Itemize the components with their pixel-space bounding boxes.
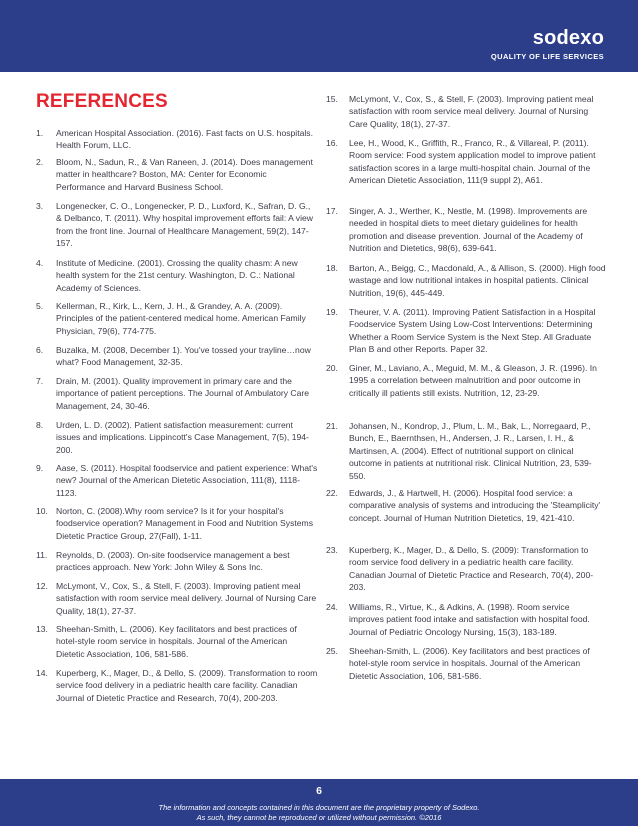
reference-number: 14. <box>36 668 48 678</box>
page-title: REFERENCES <box>36 91 168 112</box>
reference-item <box>36 505 318 542</box>
reference-number: 16. <box>326 138 338 148</box>
page-number: 6 <box>316 785 322 797</box>
reference-text: Kuperberg, K., Mager, D., & Dello, S. (2009): Transformation to room service food delivery in a pediatric health care facility. Canadian Journal of Dietetic Practice and Research, 70(4), 200-203. <box>349 545 594 593</box>
reference-text: Norton, C. (2008).Why room service? Is it for your hospital's foodservice operation? Management in Food and Nutrition Systems Dietetic Practice Group, 27(Fall), 1-11. <box>56 506 313 541</box>
reference-number: 3. <box>36 201 44 211</box>
reference-number: 21. <box>326 421 338 431</box>
reference-number: 24. <box>326 602 338 612</box>
reference-text: American Hospital Association. (2016). Fast facts on U.S. hospitals. Health Forum, LLC. <box>56 128 313 151</box>
reference-text: Kellerman, R., Kirk, L., Kern, J. H., & Grandey, A. A. (2009). Principles of the patient-centered medical home. American Family Physician, 79(6), 774-775. <box>56 301 306 336</box>
reference-text: Johansen, N., Kondrop, J., Plum, L. M., Bak, L., Norregaard, P., Bunch, E., Baernthsen, H., Andersen, J. R., Larsen, I. H., & Martinsen, A. (2004). Effect of nutritional support on clinical outcome in patients at nutritional risk. Clinical Nutrition, 23, 539-550. <box>349 421 592 481</box>
reference-item <box>326 544 606 594</box>
reference-number: 18. <box>326 263 338 273</box>
reference-text: Giner, M., Laviano, A., Meguid, M. M., & Gleason, J. R. (1996). In 1995 a correlation between malnutrition and poor outcome in critically ill patients still exists. Nutrition, 12, 23-29. <box>349 363 597 398</box>
reference-number: 10. <box>36 506 48 516</box>
reference-number: 4. <box>36 258 44 268</box>
reference-number: 12. <box>36 581 48 591</box>
reference-text: Bloom, N., Sadun, R., & Van Raneen, J. (2014). Does management matter in healthcare? Boston, MA: Center for Economic Performance and Harvard Business School. <box>56 157 313 192</box>
reference-item <box>326 93 606 130</box>
reference-text: McLymont, V., Cox, S., & Stell, F. (2003). Improving patient meal satisfaction with room service meal delivery. Journal of Nursing Care Quality, 18(1), 27-37. <box>349 94 594 129</box>
reference-text: Singer, A. J., Werther, K., Nestle, M. (1998). Improvements are needed in hospital diets to meet dietary guidelines for health promotion and disease prevention. Journal of the Academy of Nutrition and Dietetics, 98(6), 639-641. <box>349 206 588 254</box>
reference-text: Urden, L. D. (2002). Patient satisfaction measurement: current issues and implications. Lippincott's Case Management, 7(5), 194-200. <box>56 420 309 455</box>
reference-number: 6. <box>36 345 44 355</box>
reference-text: Institute of Medicine. (2001). Crossing the quality chasm: A new health system for the 21st century. Washington, D. C.: National Academy of Sciences. <box>56 258 298 293</box>
reference-text: McLymont, V., Cox, S., & Stell, F. (2003). Improving patient meal satisfaction with room service meal delivery. Journal of Nursing Care Quality, 18(1), 27-37. <box>56 581 317 616</box>
reference-text: Sheehan-Smith, L. (2006). Key facilitators and best practices of hotel-style room service in hospitals. Journal of the American Dietetic Association, 106, 581-586. <box>56 624 297 659</box>
reference-text: Longenecker, C. O., Longenecker, P. D., Luxford, K., Safran, D. G., & Delbanco, T. (2011). Why hospital improvement efforts fail: A view from the front line. Journal of Healthcare Management, 59(2), 147-157. <box>56 201 313 249</box>
reference-text: Theurer, V. A. (2011). Improving Patient Satisfaction in a Hospital Foodservice System Using Low-Cost Interventions: Determining Whether a Room Service System is the Next Step. All Graduate Plan B and other Reports. Paper 32. <box>349 307 596 355</box>
reference-item <box>326 137 606 187</box>
reference-item <box>36 623 318 660</box>
reference-text: Reynolds, D. (2003). On-site foodservice management a best practices approach. New York: John Wiley & Sons Inc. <box>56 550 290 573</box>
footer-disclaimer-line2: As such, they cannot be reproduced or utilized without permission. ©2016 <box>196 813 442 822</box>
reference-number: 17. <box>326 206 338 216</box>
reference-number: 13. <box>36 624 48 634</box>
reference-number: 9. <box>36 463 44 473</box>
reference-item <box>36 200 318 250</box>
reference-text: Lee, H., Wood, K., Griffith, R., Franco, R., & Villareal, P. (2011). Room service: Food system application model to improve patient satisfaction scores in a large multi-hospital chain. Journal of the American Dietetic Association, 111(9 suppl 2), A61. <box>349 138 596 186</box>
brand-name: sodexo <box>532 27 604 49</box>
reference-item <box>326 306 606 356</box>
reference-item <box>36 375 318 412</box>
reference-number: 1. <box>36 128 44 138</box>
reference-item <box>326 262 606 299</box>
reference-number: 7. <box>36 376 44 386</box>
reference-text: Drain, M. (2001). Quality improvement in primary care and the importance of patient perceptions. The Journal of Ambulatory Care Management, 24, 30-46. <box>56 376 310 411</box>
reference-item <box>36 300 318 337</box>
reference-item <box>36 580 318 617</box>
reference-number: 20. <box>326 363 338 373</box>
reference-number: 25. <box>326 646 338 656</box>
reference-item <box>36 667 318 704</box>
reference-number: 8. <box>36 420 44 430</box>
reference-number: 19. <box>326 307 338 317</box>
footer-disclaimer-line1: The information and concepts contained in this document are the proprietary property of Sodexo. <box>158 803 480 812</box>
reference-item <box>36 419 318 456</box>
reference-item <box>326 601 606 638</box>
brand-tagline: QUALITY OF LIFE SERVICES <box>490 52 604 61</box>
reference-item <box>36 156 318 193</box>
reference-text: Barton, A., Beigg, C., Macdonald, A., & Allison, S. (2000). High food wastage and low nutritional intakes in hospital patients. Clinical Nutrition, 19(6), 445-449. <box>349 263 606 298</box>
reference-text: Aase, S. (2011). Hospital foodservice and patient experience: What's new? Journal of the American Dietetic Association, 111(8), 1118-1123. <box>56 463 318 498</box>
reference-number: 5. <box>36 301 44 311</box>
reference-number: 2. <box>36 157 44 167</box>
reference-text: Buzalka, M. (2008, December 1). You've tossed your trayline…now what? Food Management, 32-35. <box>56 345 311 368</box>
reference-item <box>36 549 318 574</box>
reference-item <box>326 420 606 482</box>
reference-number: 15. <box>326 94 338 104</box>
reference-text: Williams, R., Virtue, K., & Adkins, A. (1998). Room service improves patient food intake and satisfaction with hospital food. Journal of Pediatric Oncology Nursing, 15(3), 183-189. <box>349 602 590 637</box>
reference-item <box>36 344 318 369</box>
reference-item <box>326 362 606 399</box>
reference-item <box>36 462 318 499</box>
reference-item <box>326 645 606 682</box>
brand-logo <box>491 28 604 61</box>
reference-item <box>36 257 318 294</box>
reference-item <box>326 205 606 255</box>
reference-number: 23. <box>326 545 338 555</box>
reference-number: 22. <box>326 488 338 498</box>
reference-text: Edwards, J., & Hartwell, H. (2006). Hospital food service: a comparative analysis of systems and introducing the 'Steamplicity' concept. Journal of Human Nutrition Dietetics, 19, 421-410. <box>349 488 601 523</box>
reference-text: Sheehan-Smith, L. (2006). Key facilitators and best practices of hotel-style room service in hospitals. Journal of the American Dietetic Association, 106, 581-586. <box>349 646 590 681</box>
reference-number: 11. <box>36 550 48 560</box>
reference-text: Kuperberg, K., Mager, D., & Dello, S. (2009). Transformation to room service food delivery in a pediatric health care facility. Canadian Journal of Dietetic Practice and Research, 70(4), 200-203. <box>56 668 318 703</box>
reference-item <box>326 487 606 524</box>
reference-item <box>36 127 318 152</box>
